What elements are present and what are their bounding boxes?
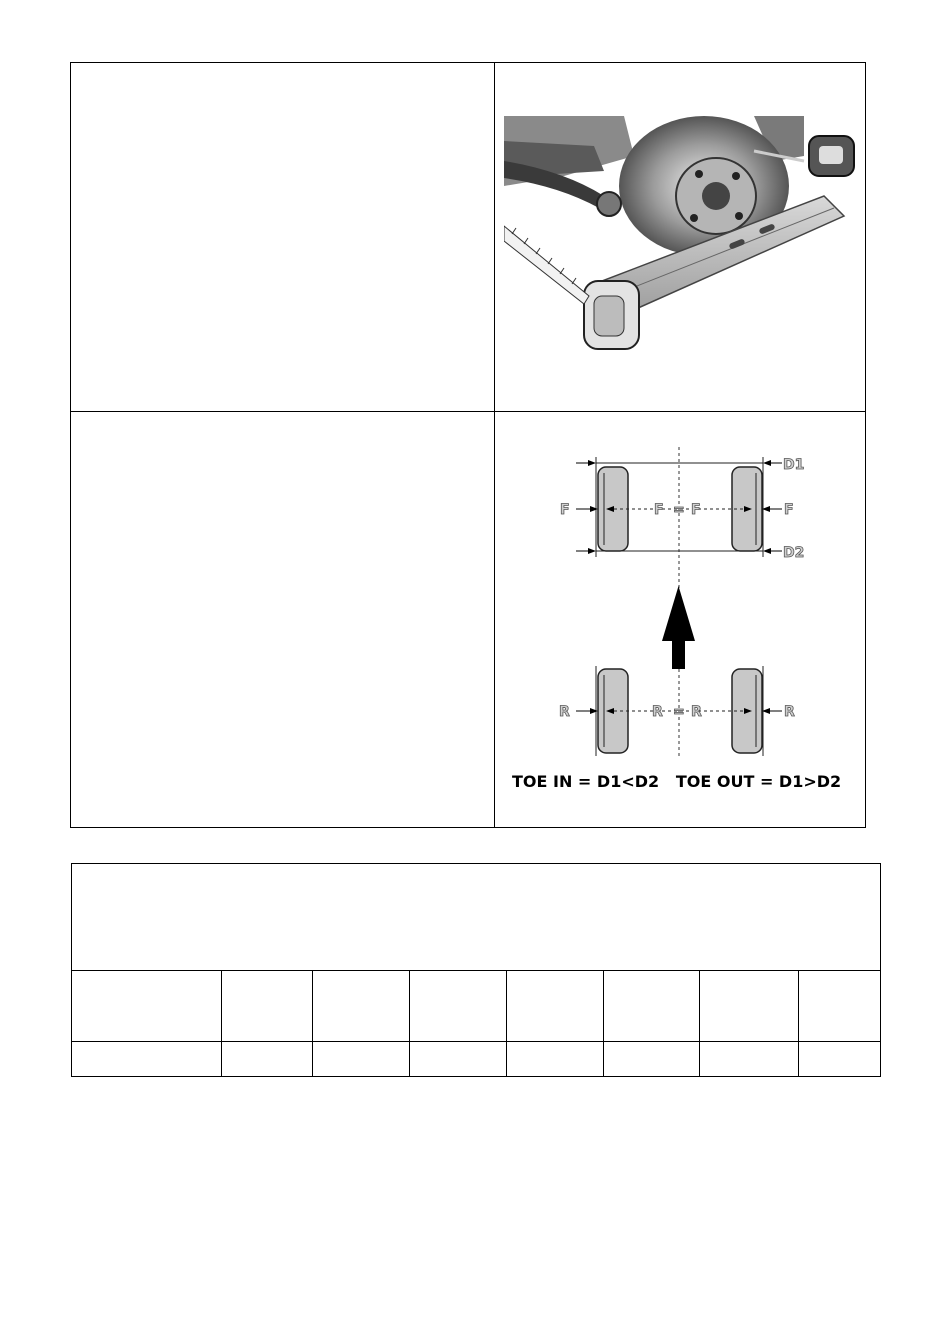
spec-table-col-divider bbox=[312, 970, 313, 1077]
row-divider bbox=[71, 411, 865, 412]
spec-table-header-divider bbox=[72, 970, 880, 971]
spec-table-col-divider bbox=[603, 970, 604, 1077]
toe-alignment-diagram bbox=[504, 441, 856, 821]
spec-table-row-divider bbox=[72, 1041, 880, 1042]
spec-table-col-divider bbox=[699, 970, 700, 1077]
label-r-center-right: R bbox=[691, 704, 702, 720]
label-r-right: R bbox=[784, 704, 795, 720]
spec-table bbox=[71, 863, 881, 1077]
spec-table-col-divider bbox=[798, 970, 799, 1077]
label-d1: D1 bbox=[783, 457, 805, 473]
measuring-tape-photo bbox=[504, 116, 856, 360]
label-r-center-eq: = bbox=[673, 704, 685, 720]
label-r-center-left: R bbox=[652, 704, 663, 720]
wheel-hub-photo-icon bbox=[504, 116, 856, 360]
label-f-center-right: F bbox=[691, 502, 701, 518]
spec-table-col-divider bbox=[506, 970, 507, 1077]
label-d2: D2 bbox=[783, 545, 805, 561]
label-r-left: R bbox=[559, 704, 570, 720]
toe-caption: TOE IN = D1<D2 TOE OUT = D1>D2 bbox=[512, 772, 842, 791]
spec-table-col-divider bbox=[221, 970, 222, 1077]
top-table bbox=[70, 62, 866, 828]
label-f-right: F bbox=[784, 502, 794, 518]
label-f-center-left: F bbox=[654, 502, 664, 518]
label-f-left: F bbox=[560, 502, 570, 518]
toe-diagram-svg bbox=[504, 441, 856, 821]
column-divider bbox=[494, 63, 495, 827]
label-f-center-eq: = bbox=[673, 502, 685, 518]
spec-table-col-divider bbox=[409, 970, 410, 1077]
